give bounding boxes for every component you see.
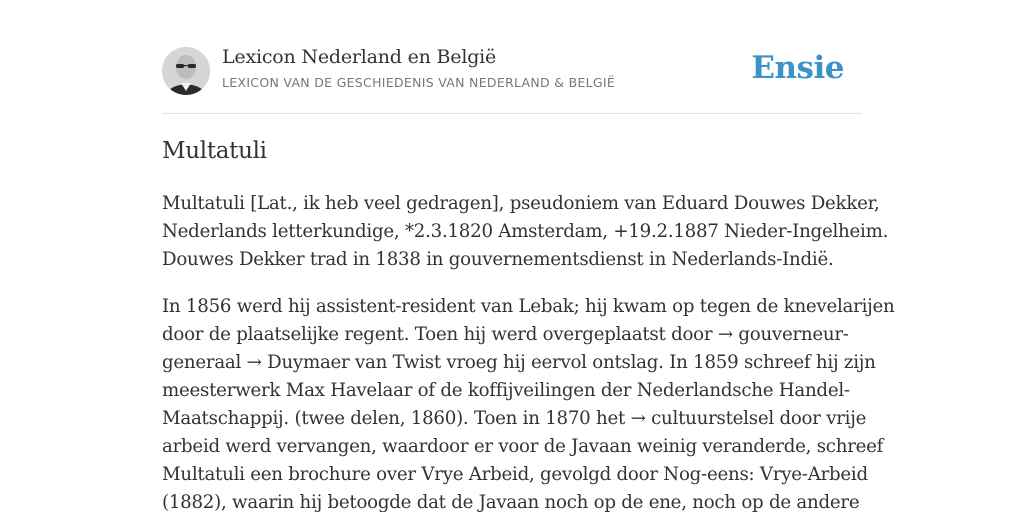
avatar[interactable]: [162, 47, 210, 95]
text-line-with-link[interactable]: Maatschappij. (twee delen, 1860). Toen in 1870 het → cultuurstelsel door vrije: [162, 408, 867, 429]
text-line: (1882), waarin hij betoogde dat de Javaan noch op de ene, noch op de andere: [162, 492, 860, 512]
site-subtitle: LEXICON VAN DE GESCHIEDENIS VAN NEDERLAND & BELGIË: [222, 75, 616, 90]
page: [162, 0, 895, 512]
text-line: Multatuli een brochure over Vrye Arbeid, gevolgd door Nog-eens: Vrye-Arbeid: [162, 464, 868, 485]
text-line: Nederlands letterkundige, *2.3.1820 Amsterdam, +19.2.1887 Nieder-Ingelheim.: [162, 221, 889, 242]
text-line: arbeid werd vervangen, waardoor er voor de Javaan weinig veranderde, schreef: [162, 436, 884, 457]
paragraph-2: [162, 293, 895, 512]
text-line: meesterwerk Max Havelaar of de koffijveilingen der Nederlandsche Handel-: [162, 380, 850, 401]
article-title: Multatuli: [162, 138, 267, 164]
header: [162, 0, 862, 114]
paragraph-1: [162, 190, 889, 274]
text-line: Multatuli [Lat., ik heb veel gedragen], pseudoniem van Eduard Douwes Dekker,: [162, 193, 880, 214]
article-body: [162, 190, 895, 512]
text-line-with-link[interactable]: door de plaatselijke regent. Toen hij werd overgeplaatst door → gouverneur-: [162, 324, 849, 345]
ensie-logo[interactable]: Ensie: [751, 50, 844, 86]
site-title[interactable]: Lexicon Nederland en België: [222, 46, 497, 68]
text-line: Douwes Dekker trad in 1838 in gouvernementsdienst in Nederlands-Indië.: [162, 249, 834, 270]
text-line: In 1856 werd hij assistent-resident van Lebak; hij kwam op tegen de knevelarijen: [162, 296, 895, 317]
text-line-with-link[interactable]: generaal → Duymaer van Twist vroeg hij eervol ontslag. In 1859 schreef hij zijn: [162, 352, 876, 373]
avatar-portrait-icon: [162, 47, 210, 95]
